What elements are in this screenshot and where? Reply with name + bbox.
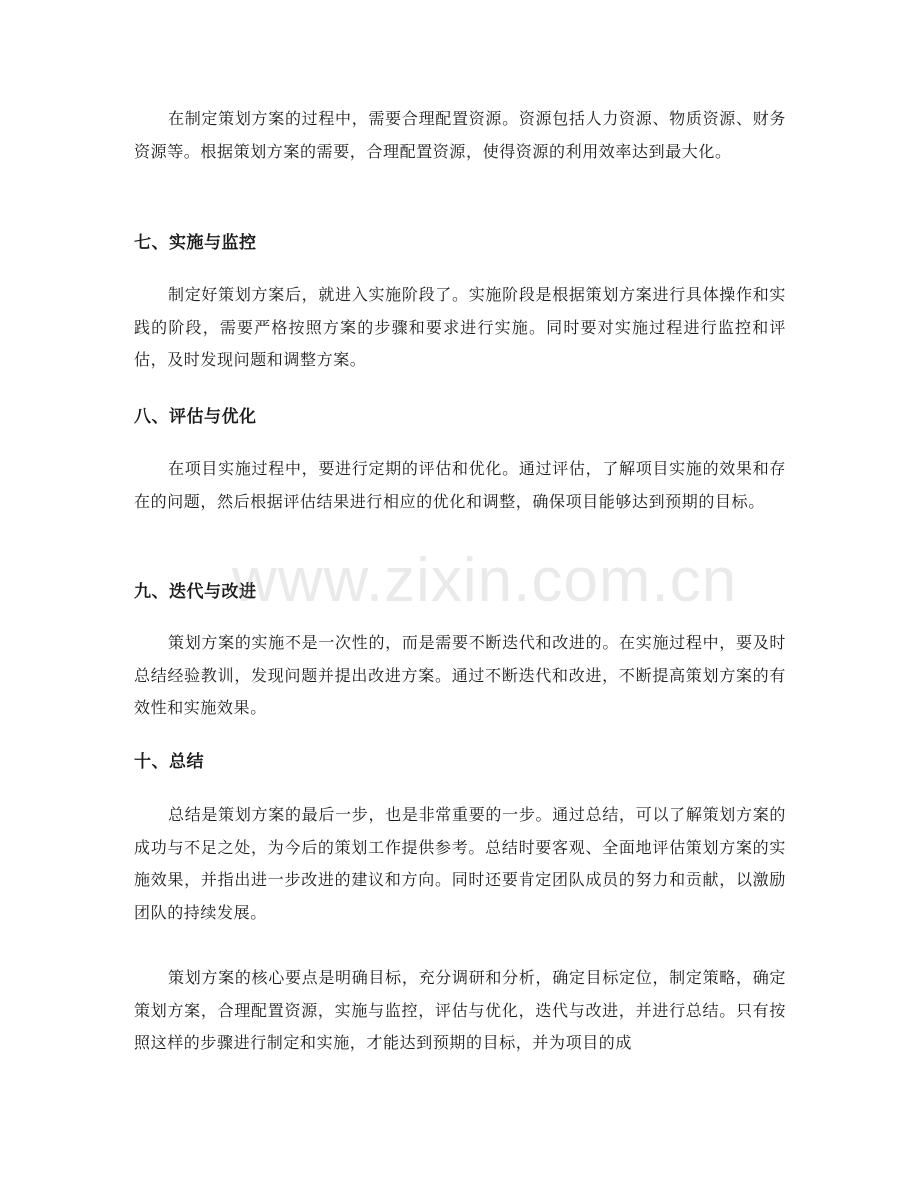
section-heading-7: 七、实施与监控 xyxy=(134,233,257,253)
paragraph-conclusion: 策划方案的核心要点是明确目标，充分调研和分析，确定目标定位，制定策略，确定策划方案，合理配置资源，实施与监控，评估与优化，迭代与改进，并进行总结。只有按照这样的步骤进行制定和实施，才能达到预期的目标，并为项目的成 xyxy=(134,968,786,1052)
paragraph-section-7: 制定好策划方案后，就进入实施阶段了。实施阶段是根据策划方案进行具体操作和实践的阶段，需要严格按照方案的步骤和要求进行实施。同时要对实施过程进行监控和评估，及时发现问题和调整方案。 xyxy=(134,285,786,369)
paragraph-resource-allocation: 在制定策划方案的过程中，需要合理配置资源。资源包括人力资源、物质资源、财务资源等。根据策划方案的需要，合理配置资源，使得资源的利用效率达到最大化。 xyxy=(134,109,786,161)
watermark-text: www.zixin.com.cn xyxy=(232,546,738,615)
section-heading-8: 八、评估与优化 xyxy=(134,407,257,427)
section-heading-9: 九、迭代与改进 xyxy=(134,582,257,602)
section-heading-10: 十、总结 xyxy=(134,752,204,772)
paragraph-section-8: 在项目实施过程中，要进行定期的评估和优化。通过评估，了解项目实施的效果和存在的问题，然后根据评估结果进行相应的优化和调整，确保项目能够达到预期的目标。 xyxy=(134,459,786,511)
paragraph-section-9: 策划方案的实施不是一次性的，而是需要不断迭代和改进的。在实施过程中，要及时总结经验教训，发现问题并提出改进方案。通过不断迭代和改进，不断提高策划方案的有效性和实施效果。 xyxy=(134,633,786,717)
paragraph-section-10: 总结是策划方案的最后一步，也是非常重要的一步。通过总结，可以了解策划方案的成功与不足之处，为今后的策划工作提供参考。总结时要客观、全面地评估策划方案的实施效果，并指出进一步改进的建议和方向。同时还要肯定团队成员的努力和贡献，以激励团队的持续发展。 xyxy=(134,805,786,922)
